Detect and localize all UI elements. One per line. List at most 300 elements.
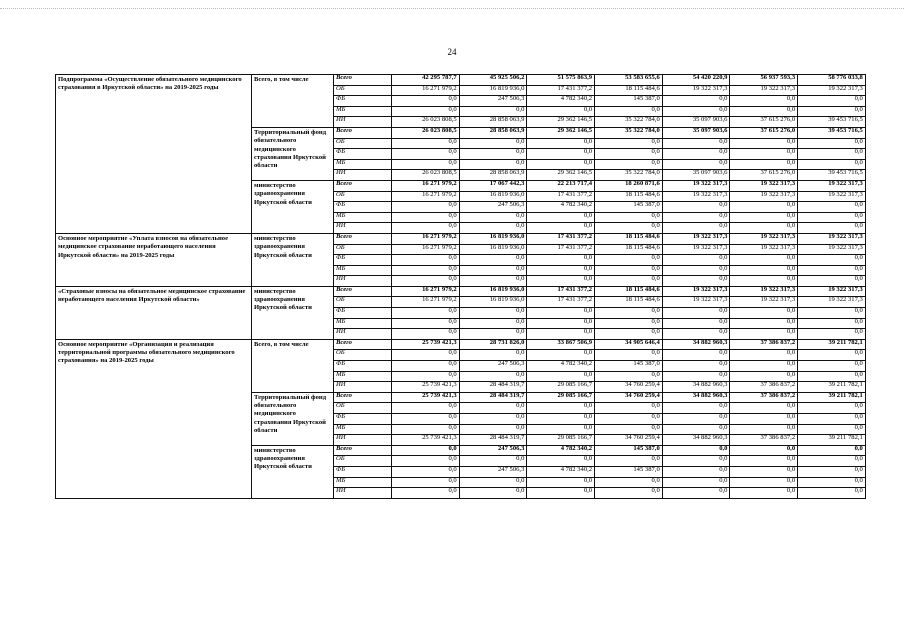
funding-source-code-cell: ИИ [334, 329, 392, 340]
amount-cell: 19 322 317,3 [798, 191, 866, 202]
amount-cell: 0,0 [662, 212, 730, 223]
amount-cell: 0,0 [662, 276, 730, 287]
amount-cell: 0,0 [730, 318, 798, 329]
amount-cell: 0,0 [459, 265, 527, 276]
amount-cell: 247 506,3 [459, 466, 527, 477]
funding-source-code-cell: ОБ [334, 244, 392, 255]
amount-cell: 39 211 782,1 [798, 435, 866, 446]
amount-cell: 0,0 [730, 403, 798, 414]
amount-cell: 0,0 [595, 456, 663, 467]
amount-cell: 33 867 506,9 [527, 339, 595, 350]
funding-source-code-cell: ФБ [334, 149, 392, 160]
amount-cell: 26 023 808,5 [392, 170, 460, 181]
amount-cell: 19 322 317,3 [798, 233, 866, 244]
amount-cell: 25 739 421,3 [392, 435, 460, 446]
amount-cell: 17 431 377,2 [527, 244, 595, 255]
funding-executor-cell: Всего, в том числе [252, 75, 334, 128]
amount-cell: 29 362 146,5 [527, 117, 595, 128]
amount-cell: 0,0 [459, 403, 527, 414]
amount-cell: 35 322 784,0 [595, 117, 663, 128]
amount-cell: 0,0 [392, 212, 460, 223]
amount-cell: 56 937 593,3 [730, 75, 798, 86]
amount-cell: 0,0 [459, 488, 527, 499]
amount-cell: 29 085 166,7 [527, 392, 595, 403]
funding-source-code-cell: Всего [334, 339, 392, 350]
funding-source-code-cell: Всего [334, 75, 392, 86]
amount-cell: 0,0 [527, 159, 595, 170]
amount-cell: 145 387,0 [595, 445, 663, 456]
funding-source-code-cell: ОБ [334, 456, 392, 467]
amount-cell: 19 322 317,3 [662, 85, 730, 96]
funding-source-code-cell: ИИ [334, 488, 392, 499]
amount-cell: 0,0 [392, 329, 460, 340]
amount-cell: 145 387,0 [595, 202, 663, 213]
funding-source-code-cell: Всего [334, 392, 392, 403]
amount-cell: 0,0 [595, 477, 663, 488]
amount-cell: 22 213 717,4 [527, 180, 595, 191]
amount-cell: 0,0 [798, 255, 866, 266]
funding-source-code-cell: МБ [334, 477, 392, 488]
amount-cell: 0,0 [798, 424, 866, 435]
amount-cell: 0,0 [662, 350, 730, 361]
funding-source-code-cell: МБ [334, 159, 392, 170]
amount-cell: 19 322 317,3 [730, 286, 798, 297]
amount-cell: 0,0 [662, 403, 730, 414]
amount-cell: 0,0 [730, 159, 798, 170]
amount-cell: 0,0 [459, 424, 527, 435]
funding-source-code-cell: ИИ [334, 223, 392, 234]
amount-cell: 0,0 [459, 477, 527, 488]
amount-cell: 0,0 [730, 308, 798, 319]
amount-cell: 0,0 [730, 212, 798, 223]
amount-cell: 19 322 317,3 [730, 297, 798, 308]
amount-cell: 17 431 377,2 [527, 191, 595, 202]
budget-table [55, 74, 866, 499]
amount-cell: 19 322 317,3 [798, 244, 866, 255]
amount-cell: 39 211 782,1 [798, 382, 866, 393]
amount-cell: 19 322 317,3 [798, 286, 866, 297]
amount-cell: 19 322 317,3 [730, 244, 798, 255]
amount-cell: 29 362 146,5 [527, 127, 595, 138]
amount-cell: 0,0 [595, 276, 663, 287]
amount-cell: 247 506,3 [459, 445, 527, 456]
amount-cell: 0,0 [730, 371, 798, 382]
amount-cell: 0,0 [392, 403, 460, 414]
funding-source-code-cell: Всего [334, 286, 392, 297]
amount-cell: 0,0 [730, 329, 798, 340]
amount-cell: 0,0 [527, 276, 595, 287]
amount-cell: 0,0 [730, 445, 798, 456]
amount-cell: 0,0 [798, 265, 866, 276]
amount-cell: 0,0 [662, 371, 730, 382]
amount-cell: 0,0 [527, 265, 595, 276]
amount-cell: 35 322 784,0 [595, 127, 663, 138]
amount-cell: 17 431 377,2 [527, 286, 595, 297]
amount-cell: 51 575 863,9 [527, 75, 595, 86]
amount-cell: 0,0 [392, 477, 460, 488]
amount-cell: 0,0 [730, 477, 798, 488]
amount-cell: 0,0 [527, 424, 595, 435]
amount-cell: 0,0 [798, 223, 866, 234]
amount-cell: 4 782 340,2 [527, 466, 595, 477]
amount-cell: 0,0 [595, 371, 663, 382]
program-name-cell: Основное мероприятие «Уплата взносов на обязательное медицинское страхование неработающего населения Иркутской области» на 2019-2025 годы [56, 233, 252, 286]
scan-top-edge [0, 8, 904, 9]
amount-cell: 0,0 [459, 456, 527, 467]
amount-cell: 0,0 [798, 329, 866, 340]
amount-cell: 34 882 960,3 [662, 435, 730, 446]
amount-cell: 0,0 [459, 138, 527, 149]
amount-cell: 0,0 [527, 308, 595, 319]
amount-cell: 0,0 [798, 318, 866, 329]
amount-cell: 0,0 [392, 318, 460, 329]
amount-cell: 0,0 [662, 456, 730, 467]
amount-cell: 35 097 903,6 [662, 117, 730, 128]
amount-cell: 0,0 [392, 488, 460, 499]
amount-cell: 19 322 317,3 [662, 297, 730, 308]
amount-cell: 0,0 [392, 445, 460, 456]
funding-source-code-cell: ОБ [334, 138, 392, 149]
amount-cell: 0,0 [392, 159, 460, 170]
amount-cell: 0,0 [527, 318, 595, 329]
amount-cell: 25 739 421,3 [392, 382, 460, 393]
amount-cell: 17 431 377,2 [527, 297, 595, 308]
amount-cell: 0,0 [798, 106, 866, 117]
amount-cell: 0,0 [459, 223, 527, 234]
amount-cell: 39 211 782,1 [798, 392, 866, 403]
amount-cell: 16 819 936,0 [459, 85, 527, 96]
amount-cell: 0,0 [392, 265, 460, 276]
amount-cell: 19 322 317,3 [662, 191, 730, 202]
amount-cell: 0,0 [392, 96, 460, 107]
amount-cell: 0,0 [392, 466, 460, 477]
funding-executor-cell: Территориальный фонд обязательного медицинского страхования Иркутской области [252, 127, 334, 180]
amount-cell: 0,0 [662, 106, 730, 117]
amount-cell: 37 386 837,2 [730, 392, 798, 403]
amount-cell: 28 858 063,9 [459, 170, 527, 181]
amount-cell: 54 420 220,9 [662, 75, 730, 86]
amount-cell: 0,0 [595, 265, 663, 276]
amount-cell: 0,0 [662, 308, 730, 319]
amount-cell: 53 583 655,6 [595, 75, 663, 86]
funding-executor-cell: Территориальный фонд обязательного медицинского страхования Иркутской области [252, 392, 334, 445]
amount-cell: 0,0 [730, 350, 798, 361]
amount-cell: 18 115 484,6 [595, 85, 663, 96]
amount-cell: 19 322 317,3 [730, 191, 798, 202]
amount-cell: 0,0 [459, 212, 527, 223]
amount-cell: 0,0 [798, 159, 866, 170]
amount-cell: 0,0 [392, 456, 460, 467]
amount-cell: 37 386 837,2 [730, 435, 798, 446]
amount-cell: 28 484 319,7 [459, 382, 527, 393]
amount-cell: 0,0 [730, 456, 798, 467]
amount-cell: 16 271 979,2 [392, 286, 460, 297]
amount-cell: 16 819 936,0 [459, 297, 527, 308]
amount-cell: 4 782 340,2 [527, 445, 595, 456]
amount-cell: 0,0 [798, 371, 866, 382]
amount-cell: 0,0 [662, 149, 730, 160]
amount-cell: 58 776 033,8 [798, 75, 866, 86]
amount-cell: 0,0 [730, 466, 798, 477]
amount-cell: 19 322 317,3 [730, 233, 798, 244]
amount-cell: 0,0 [527, 138, 595, 149]
amount-cell: 0,0 [798, 456, 866, 467]
funding-source-code-cell: ОБ [334, 297, 392, 308]
page-number: 24 [447, 47, 457, 57]
amount-cell: 0,0 [392, 149, 460, 160]
amount-cell: 35 097 903,6 [662, 127, 730, 138]
amount-cell: 0,0 [595, 212, 663, 223]
amount-cell: 4 782 340,2 [527, 361, 595, 372]
amount-cell: 0,0 [730, 276, 798, 287]
amount-cell: 0,0 [527, 329, 595, 340]
amount-cell: 25 739 421,3 [392, 339, 460, 350]
funding-source-code-cell: ИИ [334, 117, 392, 128]
funding-source-code-cell: ФБ [334, 466, 392, 477]
amount-cell: 35 097 903,6 [662, 170, 730, 181]
amount-cell: 0,0 [662, 445, 730, 456]
amount-cell: 34 760 259,4 [595, 392, 663, 403]
amount-cell: 0,0 [730, 361, 798, 372]
amount-cell: 16 271 979,2 [392, 180, 460, 191]
amount-cell: 0,0 [798, 350, 866, 361]
funding-executor-cell: министерство здравоохранения Иркутской области [252, 180, 334, 233]
amount-cell: 0,0 [798, 445, 866, 456]
amount-cell: 42 295 787,7 [392, 75, 460, 86]
amount-cell: 16 271 979,2 [392, 297, 460, 308]
funding-source-code-cell: Всего [334, 233, 392, 244]
amount-cell: 0,0 [730, 414, 798, 425]
amount-cell: 18 115 484,6 [595, 191, 663, 202]
amount-cell: 26 023 808,5 [392, 117, 460, 128]
amount-cell: 0,0 [730, 255, 798, 266]
amount-cell: 247 506,3 [459, 202, 527, 213]
amount-cell: 0,0 [798, 212, 866, 223]
amount-cell: 28 731 826,0 [459, 339, 527, 350]
amount-cell: 0,0 [798, 414, 866, 425]
funding-source-code-cell: ФБ [334, 414, 392, 425]
amount-cell: 0,0 [662, 329, 730, 340]
amount-cell: 0,0 [459, 308, 527, 319]
amount-cell: 18 115 484,6 [595, 244, 663, 255]
amount-cell: 19 322 317,3 [798, 85, 866, 96]
amount-cell: 0,0 [798, 466, 866, 477]
funding-source-code-cell: Всего [334, 445, 392, 456]
amount-cell: 0,0 [662, 361, 730, 372]
funding-source-code-cell: ФБ [334, 255, 392, 266]
amount-cell: 0,0 [730, 424, 798, 435]
funding-source-code-cell: МБ [334, 106, 392, 117]
amount-cell: 16 271 979,2 [392, 191, 460, 202]
funding-executor-cell: министерство здравоохранения Иркутской области [252, 233, 334, 286]
amount-cell: 29 085 166,7 [527, 435, 595, 446]
funding-source-code-cell: ИИ [334, 276, 392, 287]
amount-cell: 19 322 317,3 [662, 180, 730, 191]
amount-cell: 0,0 [662, 265, 730, 276]
amount-cell: 39 453 716,5 [798, 117, 866, 128]
amount-cell: 145 387,0 [595, 96, 663, 107]
amount-cell: 145 387,0 [595, 466, 663, 477]
amount-cell: 0,0 [392, 350, 460, 361]
amount-cell: 39 211 782,1 [798, 339, 866, 350]
amount-cell: 0,0 [595, 414, 663, 425]
amount-cell: 0,0 [595, 106, 663, 117]
table-row [56, 233, 866, 244]
amount-cell: 4 782 340,2 [527, 202, 595, 213]
funding-source-code-cell: ФБ [334, 202, 392, 213]
amount-cell: 45 925 506,2 [459, 75, 527, 86]
amount-cell: 0,0 [730, 488, 798, 499]
amount-cell: 0,0 [662, 159, 730, 170]
funding-source-code-cell: ФБ [334, 96, 392, 107]
amount-cell: 39 453 716,5 [798, 127, 866, 138]
amount-cell: 0,0 [459, 255, 527, 266]
amount-cell: 0,0 [662, 202, 730, 213]
amount-cell: 0,0 [798, 403, 866, 414]
amount-cell: 0,0 [459, 350, 527, 361]
amount-cell: 0,0 [392, 361, 460, 372]
amount-cell: 0,0 [595, 329, 663, 340]
amount-cell: 0,0 [595, 318, 663, 329]
program-name-cell: Подпрограмма «Осуществление обязательного медицинского страхования в Иркутской области» на 2019-2025 годы [56, 75, 252, 234]
amount-cell: 0,0 [662, 318, 730, 329]
amount-cell: 247 506,3 [459, 96, 527, 107]
amount-cell: 17 431 377,2 [527, 233, 595, 244]
amount-cell: 0,0 [527, 255, 595, 266]
amount-cell: 17 067 442,3 [459, 180, 527, 191]
amount-cell: 19 322 317,3 [730, 180, 798, 191]
amount-cell: 0,0 [459, 318, 527, 329]
funding-source-code-cell: ИИ [334, 170, 392, 181]
amount-cell: 0,0 [459, 276, 527, 287]
amount-cell: 34 882 960,3 [662, 382, 730, 393]
amount-cell: 34 882 960,3 [662, 392, 730, 403]
amount-cell: 16 819 936,0 [459, 286, 527, 297]
funding-source-code-cell: ОБ [334, 403, 392, 414]
amount-cell: 18 115 484,6 [595, 297, 663, 308]
amount-cell: 19 322 317,3 [730, 85, 798, 96]
amount-cell: 0,0 [595, 223, 663, 234]
amount-cell: 0,0 [730, 265, 798, 276]
amount-cell: 17 431 377,2 [527, 85, 595, 96]
amount-cell: 34 760 259,4 [595, 435, 663, 446]
amount-cell: 0,0 [662, 424, 730, 435]
amount-cell: 0,0 [662, 477, 730, 488]
amount-cell: 0,0 [662, 488, 730, 499]
amount-cell: 0,0 [459, 159, 527, 170]
amount-cell: 0,0 [392, 276, 460, 287]
amount-cell: 0,0 [798, 488, 866, 499]
amount-cell: 34 760 259,4 [595, 382, 663, 393]
amount-cell: 0,0 [527, 477, 595, 488]
amount-cell: 37 386 837,2 [730, 339, 798, 350]
amount-cell: 0,0 [798, 361, 866, 372]
funding-executor-cell: министерство здравоохранения Иркутской области [252, 286, 334, 339]
amount-cell: 0,0 [662, 223, 730, 234]
table-row [56, 339, 866, 350]
amount-cell: 29 362 146,5 [527, 170, 595, 181]
amount-cell: 16 271 979,2 [392, 233, 460, 244]
amount-cell: 18 115 484,6 [595, 286, 663, 297]
amount-cell: 0,0 [662, 466, 730, 477]
amount-cell: 0,0 [595, 159, 663, 170]
amount-cell: 28 484 319,7 [459, 435, 527, 446]
amount-cell: 0,0 [459, 329, 527, 340]
amount-cell: 34 882 960,3 [662, 339, 730, 350]
amount-cell: 247 506,3 [459, 361, 527, 372]
amount-cell: 25 739 421,3 [392, 392, 460, 403]
amount-cell: 18 260 871,6 [595, 180, 663, 191]
amount-cell: 0,0 [595, 403, 663, 414]
amount-cell: 0,0 [459, 149, 527, 160]
amount-cell: 16 819 936,0 [459, 233, 527, 244]
amount-cell: 0,0 [527, 223, 595, 234]
amount-cell: 0,0 [392, 371, 460, 382]
amount-cell: 0,0 [730, 96, 798, 107]
amount-cell: 0,0 [392, 308, 460, 319]
amount-cell: 19 322 317,3 [662, 286, 730, 297]
amount-cell: 0,0 [730, 106, 798, 117]
amount-cell: 0,0 [459, 414, 527, 425]
amount-cell: 4 782 340,2 [527, 96, 595, 107]
funding-source-code-cell: МБ [334, 424, 392, 435]
funding-source-code-cell: МБ [334, 318, 392, 329]
amount-cell: 0,0 [527, 488, 595, 499]
amount-cell: 0,0 [392, 414, 460, 425]
amount-cell: 0,0 [595, 424, 663, 435]
amount-cell: 28 484 319,7 [459, 392, 527, 403]
amount-cell: 37 615 276,0 [730, 117, 798, 128]
amount-cell: 16 819 936,0 [459, 191, 527, 202]
amount-cell: 0,0 [527, 212, 595, 223]
amount-cell: 28 858 063,9 [459, 117, 527, 128]
amount-cell: 0,0 [595, 255, 663, 266]
funding-source-code-cell: ИИ [334, 435, 392, 446]
amount-cell: 28 858 063,9 [459, 127, 527, 138]
amount-cell: 0,0 [392, 223, 460, 234]
amount-cell: 0,0 [392, 255, 460, 266]
funding-executor-cell: министерство здравоохранения Иркутской области [252, 445, 334, 498]
amount-cell: 0,0 [392, 138, 460, 149]
funding-source-code-cell: МБ [334, 212, 392, 223]
funding-source-code-cell: Всего [334, 180, 392, 191]
amount-cell: 39 453 716,5 [798, 170, 866, 181]
amount-cell: 16 271 979,2 [392, 85, 460, 96]
amount-cell: 0,0 [527, 403, 595, 414]
amount-cell: 0,0 [798, 477, 866, 488]
table-row [56, 75, 866, 86]
amount-cell: 0,0 [662, 255, 730, 266]
amount-cell: 34 905 646,4 [595, 339, 663, 350]
amount-cell: 0,0 [459, 371, 527, 382]
amount-cell: 0,0 [798, 149, 866, 160]
funding-source-code-cell: ОБ [334, 191, 392, 202]
amount-cell: 0,0 [730, 149, 798, 160]
amount-cell: 0,0 [527, 350, 595, 361]
amount-cell: 16 819 936,0 [459, 244, 527, 255]
table-row [56, 286, 866, 297]
amount-cell: 0,0 [662, 96, 730, 107]
amount-cell: 0,0 [798, 202, 866, 213]
amount-cell: 0,0 [730, 138, 798, 149]
amount-cell: 0,0 [527, 371, 595, 382]
funding-source-code-cell: МБ [334, 371, 392, 382]
amount-cell: 0,0 [392, 106, 460, 117]
amount-cell: 0,0 [798, 96, 866, 107]
amount-cell: 29 085 166,7 [527, 382, 595, 393]
funding-source-code-cell: ФБ [334, 361, 392, 372]
amount-cell: 0,0 [527, 456, 595, 467]
